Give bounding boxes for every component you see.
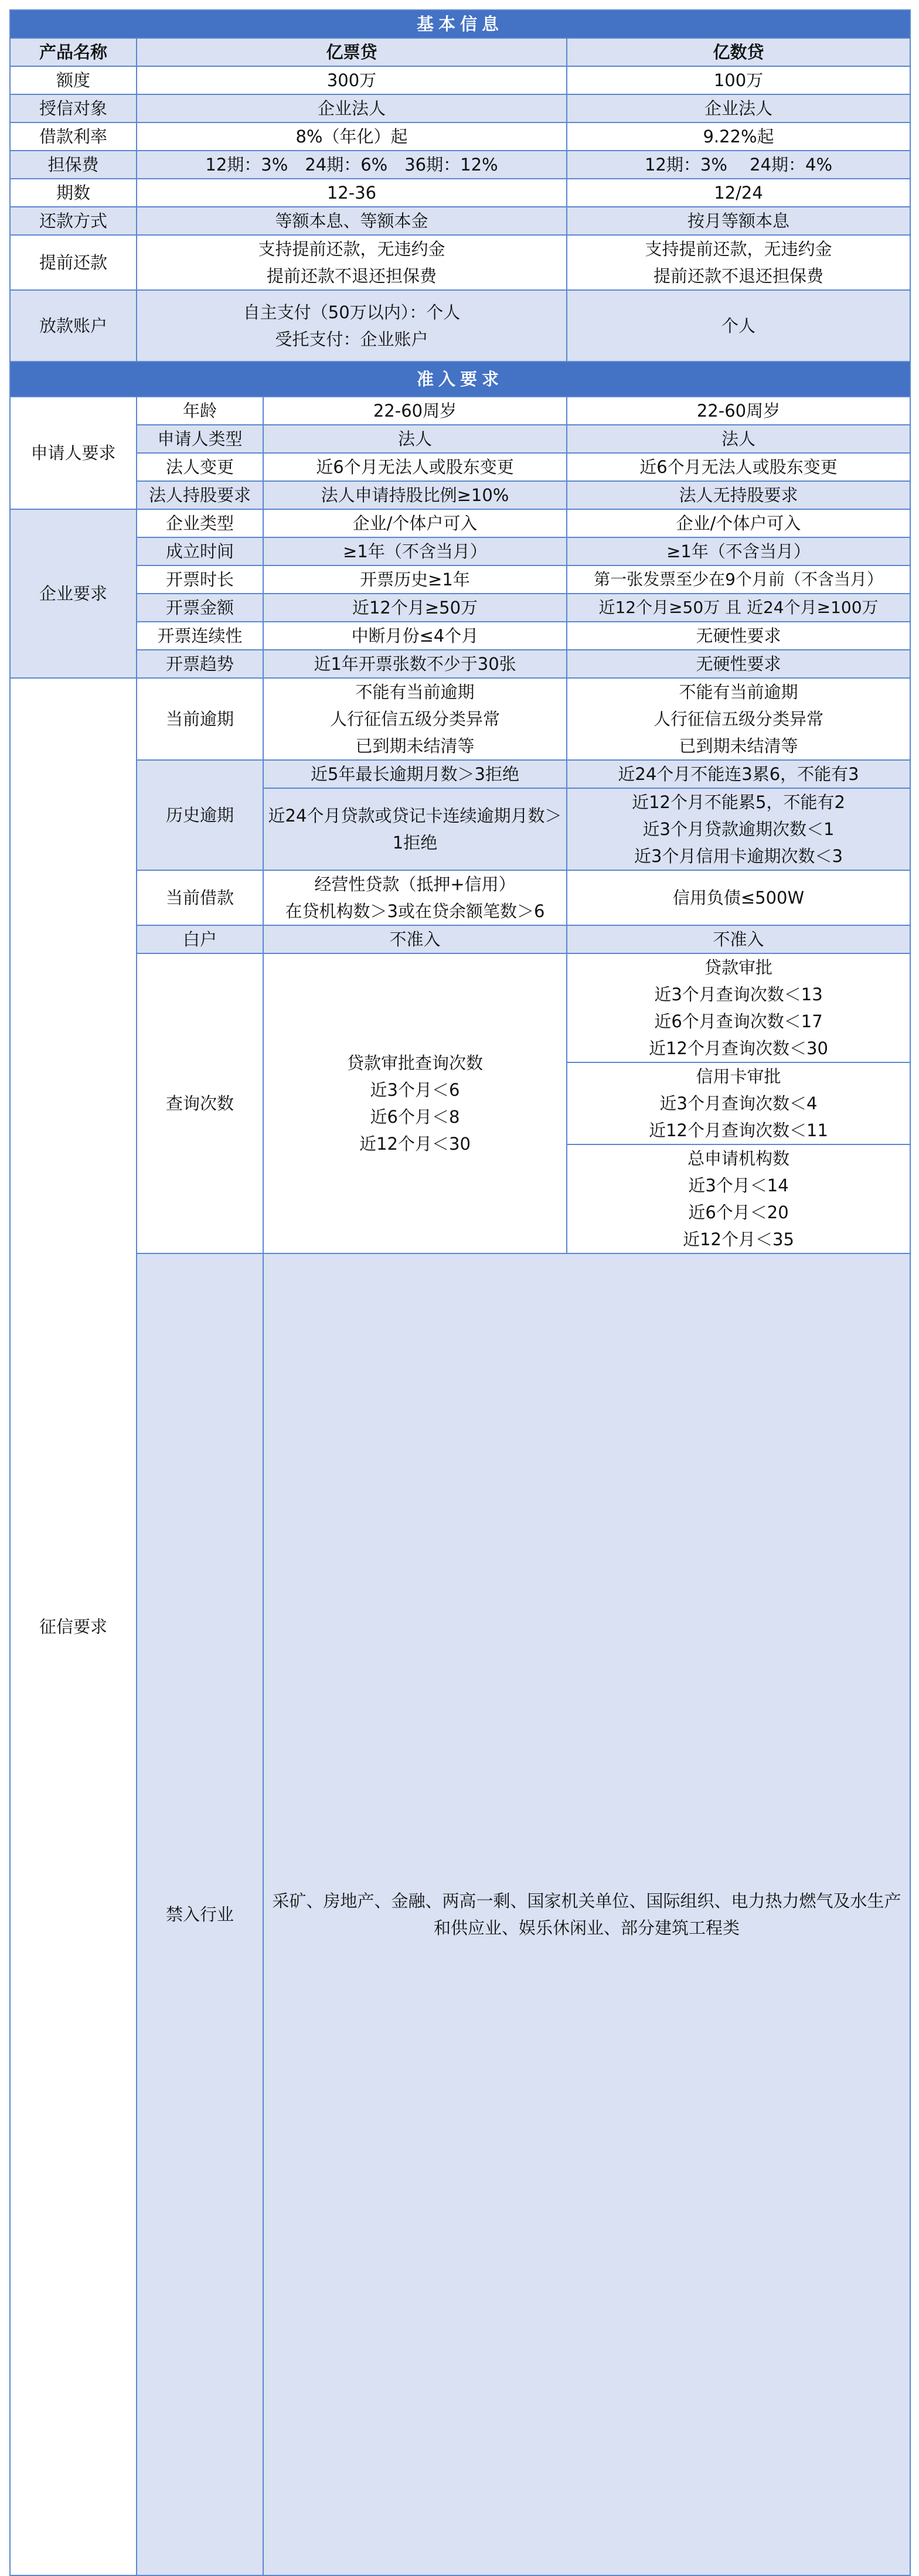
cell-b: 第一张发票至少在9个月前（不含当月）: [567, 565, 910, 594]
text-line: 近12个月不能累5，不能有2: [632, 792, 845, 812]
text-line: 不能有当前逾期: [679, 682, 798, 702]
cell-a: [137, 235, 567, 290]
text-line: 近12个月查询次数＜30: [649, 1038, 828, 1058]
cell-b: [567, 235, 910, 290]
row-label: 法人持股要求: [137, 481, 263, 509]
text-line: 提前还款不退还担保费: [653, 266, 824, 286]
group-label: 申请人要求: [10, 397, 137, 509]
row-label: 白户: [137, 925, 263, 953]
cell-a: 12-36: [137, 179, 567, 207]
text-line: 在贷机构数＞3或在贷余额笔数＞6: [285, 901, 545, 921]
cell-b: 按月等额本息: [567, 207, 910, 235]
cell-a: 近6个月无法人或股东变更: [263, 453, 567, 481]
cell-a: [137, 290, 567, 362]
text-line: 近3个月＜14: [688, 1175, 789, 1195]
group-label: 征信要求: [10, 678, 137, 2575]
section-title-basic: 基本信息: [10, 10, 910, 38]
text-line: 人行征信五级分类异常: [653, 709, 824, 729]
cell-b: 近6个月无法人或股东变更: [567, 453, 910, 481]
row-label: 禁入行业: [137, 1253, 263, 2575]
text-line: 人行征信五级分类异常: [329, 709, 500, 729]
cell-a: 法人申请持股比例≥10%: [263, 481, 567, 509]
row-label: 担保费: [10, 151, 137, 179]
text-line: 近3个月查询次数＜13: [654, 984, 823, 1004]
cell-a: 企业法人: [137, 94, 567, 122]
row-label: 开票趋势: [137, 650, 263, 678]
header-label: 产品名称: [10, 38, 137, 66]
text-line: 支持提前还款，无违约金: [645, 239, 832, 259]
row-label: 开票金额: [137, 594, 263, 622]
row-label: 法人变更: [137, 453, 263, 481]
cell-b: 近12个月≥50万 且 近24个月≥100万: [567, 594, 910, 622]
cell-a: 近1年开票张数不少于30张: [263, 650, 567, 678]
cell-b: 企业法人: [567, 94, 910, 122]
cell-a: [263, 953, 567, 1253]
text-block: 近24个月贷款或贷记卡连续逾期月数＞1拒绝: [268, 806, 562, 853]
header-product-a: 亿票贷: [137, 38, 567, 66]
cell-b: [567, 953, 910, 1062]
cell-b: 法人无持股要求: [567, 481, 910, 509]
product-comparison-table: [9, 9, 911, 2576]
text-line: 近12个月＜35: [683, 1229, 794, 1249]
cell-a: [263, 870, 567, 925]
cell-b: 信用负债≤500W: [567, 870, 910, 925]
cell-a: 企业/个体户可入: [263, 509, 567, 537]
row-label: 当前借款: [137, 870, 263, 925]
text-line: 近3个月贷款逾期次数＜1: [642, 819, 835, 839]
header-product-b: 亿数贷: [567, 38, 910, 66]
cell-b: [567, 1062, 910, 1144]
cell-a: ≥1年（不含当月）: [263, 537, 567, 565]
row-label: 期数: [10, 179, 137, 207]
cell-a: [263, 1253, 910, 2575]
row-label: 成立时间: [137, 537, 263, 565]
row-label: 放款账户: [10, 290, 137, 362]
cell-b: 22-60周岁: [567, 397, 910, 425]
cell-a: 12期：3% 24期：6% 36期：12%: [137, 151, 567, 179]
cell-b: [567, 1144, 910, 1253]
text-line: 支持提前还款，无违约金: [258, 239, 445, 259]
text-line: 近6个月查询次数＜17: [654, 1011, 823, 1031]
row-label: 申请人类型: [137, 425, 263, 453]
cell-b: 近24个月不能连3累6，不能有3: [567, 760, 910, 788]
cell-a: [263, 678, 567, 760]
cell-b: 不准入: [567, 925, 910, 953]
text-line: 近3个月＜6: [370, 1080, 460, 1100]
row-label: 企业类型: [137, 509, 263, 537]
row-label: 提前还款: [10, 235, 137, 290]
text-line: 已到期未结清等: [355, 736, 475, 756]
cell-b: 9.22%起: [567, 122, 910, 151]
text-block: 采矿、房地产、金融、两高一剩、国家机关单位、国际组织、电力热力燃气及水生产和供应业、娱乐休闲业、部分建筑工程类: [272, 1891, 901, 1938]
section-title-entry: 准入要求: [10, 362, 910, 397]
row-label: 借款利率: [10, 122, 137, 151]
cell-b: 企业/个体户可入: [567, 509, 910, 537]
cell-a: 开票历史≥1年: [263, 565, 567, 594]
text-line: 经营性贷款（抵押+信用）: [314, 874, 516, 894]
text-line: 信用卡审批: [696, 1066, 781, 1086]
text-line: 提前还款不退还担保费: [266, 266, 437, 286]
row-label: 还款方式: [10, 207, 137, 235]
text-line: 不能有当前逾期: [355, 682, 475, 702]
row-label: 开票连续性: [137, 622, 263, 650]
row-label: 当前逾期: [137, 678, 263, 760]
cell-b: [567, 678, 910, 760]
cell-a: 中断月份≤4个月: [263, 622, 567, 650]
row-label: 授信对象: [10, 94, 137, 122]
row-label: 开票时长: [137, 565, 263, 594]
text-line: 贷款审批查询次数: [346, 1053, 483, 1073]
text-line: 近12个月查询次数＜11: [649, 1120, 828, 1140]
cell-b: ≥1年（不含当月）: [567, 537, 910, 565]
cell-b: 无硬性要求: [567, 622, 910, 650]
cell-a: 不准入: [263, 925, 567, 953]
cell-a: 法人: [263, 425, 567, 453]
row-label: 历史逾期: [137, 760, 263, 870]
cell-a: 等额本息、等额本金: [137, 207, 567, 235]
text-line: 近3个月查询次数＜4: [659, 1093, 818, 1113]
cell-b: 100万: [567, 66, 910, 94]
text-line: 贷款审批: [704, 958, 773, 977]
text-line: 受托支付：企业账户: [275, 329, 428, 349]
text-line: 自主支付（50万以内）：个人: [243, 302, 461, 322]
cell-b: [567, 788, 910, 870]
cell-a: 近5年最长逾期月数＞3拒绝: [263, 760, 567, 788]
cell-b: 无硬性要求: [567, 650, 910, 678]
text-line: 已到期未结清等: [679, 736, 798, 756]
cell-b: 法人: [567, 425, 910, 453]
cell-a: 22-60周岁: [263, 397, 567, 425]
row-label: 查询次数: [137, 953, 263, 1253]
row-label: 额度: [10, 66, 137, 94]
cell-a: [263, 788, 567, 870]
text-line: 近6个月＜20: [688, 1202, 789, 1222]
cell-a: 近12个月≥50万: [263, 594, 567, 622]
text-line: 近3个月信用卡逾期次数＜3: [634, 846, 843, 866]
row-label: 年龄: [137, 397, 263, 425]
text-line: 近6个月＜8: [370, 1107, 460, 1127]
cell-b: 12/24: [567, 179, 910, 207]
cell-b: 个人: [567, 290, 910, 362]
cell-b: 12期：3% 24期：4%: [567, 151, 910, 179]
group-label: 企业要求: [10, 509, 137, 678]
cell-a: 8%（年化）起: [137, 122, 567, 151]
cell-a: 300万: [137, 66, 567, 94]
text-line: 总申请机构数: [687, 1149, 790, 1168]
text-line: 近12个月＜30: [359, 1134, 471, 1154]
